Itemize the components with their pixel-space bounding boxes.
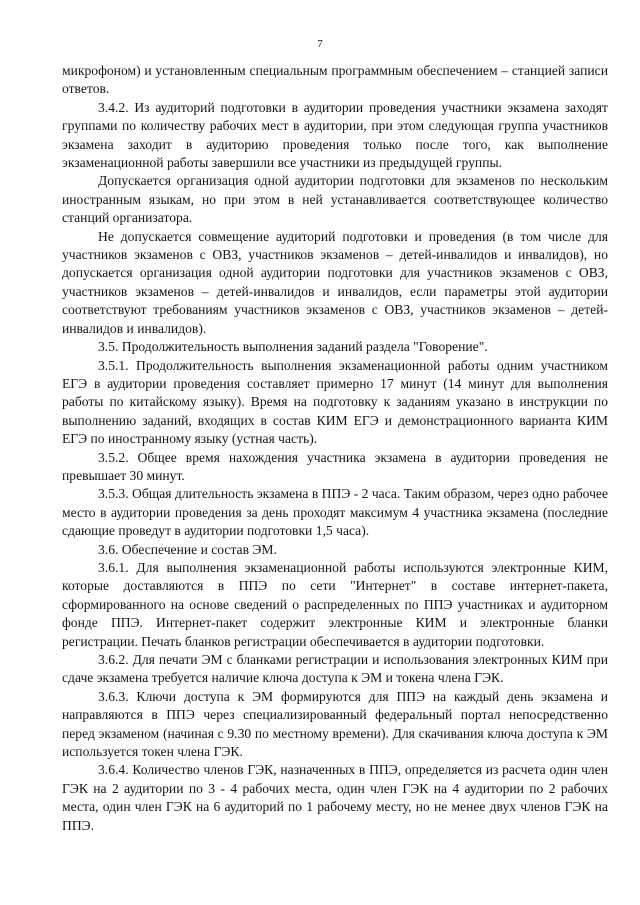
paragraph-3-5-2: 3.5.2. Общее время нахождения участника экзамена в аудитории проведения не превышает 30 минут. [62,449,608,483]
paragraph-3-5-1: 3.5.1. Продолжительность выполнения экзаменационной работы одним участником ЕГЭ в аудитории проведения составляет примерно 17 минут (14 минут для выполнения работы по китайскому языку). Время на подготовку к заданиям указано в инструкции по выполнению заданий, входящих в состав КИМ ЕГЭ и демонстрационного варианта КИМ ЕГЭ по иностранному языку (устная часть). [62,357,608,447]
paragraph-3-6-2: 3.6.2. Для печати ЭМ с бланками регистрации и использования электронных КИМ при сдаче экзамена требуется наличие ключа доступа к ЭМ и токена члена ГЭК. [62,652,608,686]
paragraph-no-combining-rooms: Не допускается совмещение аудиторий подготовки и проведения (в том числе для участников экзаменов с ОВЗ, участников экзаменов – детей-инвалидов и инвалидов), но допускается организация одной аудитории подготовки для участников экзаменов с ОВЗ, участников экзаменов – детей-инвалидов и инвалидов, если параметры этой аудитории соответствуют требованиям участников экзаменов с ОВЗ, участников экзаменов – детей-инвалидов и инвалидов). [62,228,608,336]
page-number: 7 [317,38,323,50]
paragraph-3-6-1: 3.6.1. Для выполнения экзаменационной работы используются электронные КИМ, которые доставляются в ППЭ по сети "Интернет" в составе интернет-пакета, сформированного на основе сведений о распределенных по ППЭ участниках и аудиторном фонде ППЭ. Интернет-пакет содержит электронные КИМ и электронные бланки регистрации. Печать бланков регистрации обеспечивается в аудитории подготовки. [62,559,608,649]
paragraph-multiple-languages: Допускается организация одной аудитории подготовки для экзаменов по нескольким иностранным языкам, но при этом в ней устанавливается соответствующее количество станций организатора. [62,173,608,226]
paragraph-3-6: 3.6. Обеспечение и состав ЭМ. [98,541,277,557]
paragraph-3-6-4: 3.6.4. Количество членов ГЭК, назначенных в ППЭ, определяется из расчета один член ГЭК на 2 аудитории по 3 - 4 рабочих места, один член ГЭК на 4 аудитории по 2 рабочих места, один член ГЭК на 6 аудиторий по 1 рабочему месту, но не менее двух членов ГЭК на ППЭ. [62,762,608,833]
paragraph-3-6-3: 3.6.3. Ключи доступа к ЭМ формируются для ППЭ на каждый день экзамена и направляются в ППЭ через специализированный федеральный портал непосредственно перед экзаменом (начиная с 9.30 по местному времени). Для скачивания ключа доступа к ЭМ используется токен члена ГЭК. [62,688,608,760]
document-body [62,62,608,835]
paragraph-continuation: микрофоном) и установленным специальным программным обеспечением – станцией записи ответов. [62,63,608,97]
paragraph-3-5-3: 3.5.3. Общая длительность экзамена в ППЭ - 2 часа. Таким образом, через одно рабочее место в аудитории проведения за день проходят максимум 4 участника экзамена (последние сдающие проведут в аудитории подготовки 1,5 часа). [62,486,608,539]
paragraph-3-4-2: 3.4.2. Из аудиторий подготовки в аудитории проведения участники экзамена заходят группами по количеству рабочих мест в аудитории, при этом следующая группа участников экзамена заходит в аудиторию проведения только после того, как выполнение экзаменационной работы завершили все участники из предыдущей группы. [62,99,608,171]
paragraph-3-5: 3.5. Продолжительность выполнения заданий раздела "Говорение". [98,339,488,355]
